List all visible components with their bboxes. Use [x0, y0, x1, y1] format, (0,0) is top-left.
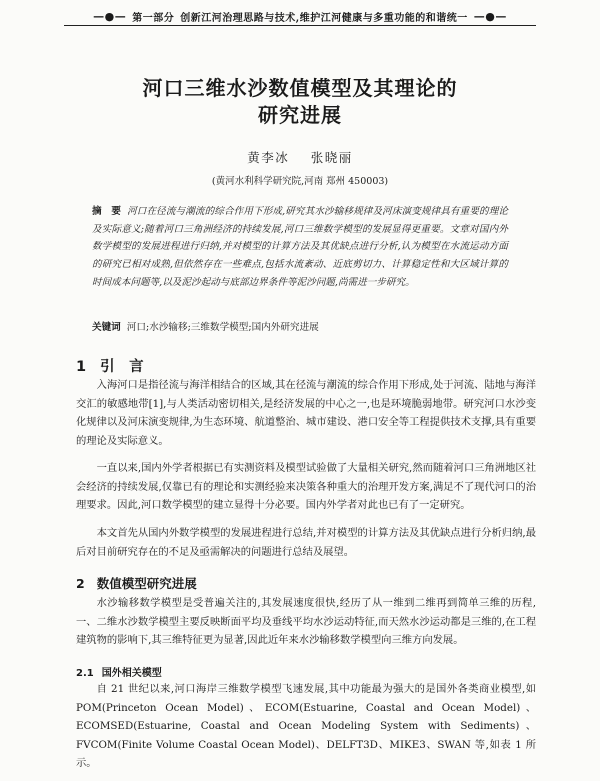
- subsection-2-1-number: 2.1: [76, 668, 94, 679]
- running-header: [64, 9, 536, 24]
- section-1-number: 1: [76, 359, 87, 375]
- section-1-heading: [76, 355, 144, 376]
- affiliation: (黄河水利科学研究院,河南 郑州 450003): [211, 176, 389, 187]
- abstract-label: 摘 要: [92, 206, 122, 217]
- paper-title: [80, 75, 520, 129]
- header-part-label: 第一部分: [132, 13, 175, 24]
- keywords-label: 关键词: [92, 322, 121, 333]
- title-line-1: 河口三维水沙数值模型及其理论的: [142, 76, 458, 100]
- header-dash-right: —●—: [473, 10, 507, 23]
- keywords-text: 河口;水沙输移;三维数学模型;国内外研究进展: [126, 322, 319, 333]
- subsection-2-1-title: 国外相关模型: [101, 668, 162, 679]
- section-2-title: 数值模型研究进展: [96, 576, 197, 591]
- section-2-heading: [76, 574, 197, 592]
- keywords: [92, 320, 508, 335]
- section-1-paragraph-1: 入海河口是指径流与海洋相结合的区域,其在径流与潮流的综合作用下形成,处于河流、陆地与海洋交汇的敏感地带[1],与人类活动密切相关,是经济发展的中心之一,也是环境脆弱地带。研究河口水沙变化规律以及河床演变规律,为生态环境、航道整治、城市建设、港口安全等工程提供技术支撑,具有重要的理论及实际意义。: [76, 379, 536, 447]
- title-line-2: 研究进展: [258, 103, 342, 127]
- header-dash-left: —●—: [93, 10, 127, 23]
- section-1-paragraph-3: 本文首先从国内外数学模型的发展进程进行总结,并对模型的计算方法及其优缺点进行分析归纳,最后对目前研究存在的不足及亟需解决的问题进行总结及展望。: [76, 527, 536, 558]
- abstract-text: 河口在径流与潮流的综合作用下形成,研究其水沙输移规律及河床演变规律具有重要的理论及实际意义;随着河口三角洲经济的持续发展,河口三维数学模型的发展显得更重要。文章对国内外数学模型的发展进程进行归纳,并对模型的计算方法及其优缺点进行分析,认为模型在水流运动方面的研究已相对成熟,但依然存在一些难点,包括水流紊动、近底剪切力、计算稳定性和大区域计算的时间成本问题等,以及泥沙起动与底部边界条件等泥沙问题,尚需进一步研究。: [92, 206, 508, 288]
- header-rule: [64, 25, 536, 26]
- header-part-text: 创新江河治理思路与技术,维护江河健康与多重功能的和谐统一: [180, 13, 468, 24]
- subsection-2-1-heading: [76, 664, 162, 679]
- section-1-title: 引 言: [100, 359, 144, 375]
- section-2-number: 2: [76, 576, 85, 591]
- section-2-paragraph-1: 水沙输移数学模型是受普遍关注的,其发展速度很快,经历了从一维到二维再到简单三维的历程,一、二维水沙数学模型主要反映断面平均及垂线平均水沙运动特征,而天然水沙运动都是三维的,在工程建筑物的影响下,其三维特征更为显著,因此近年来水沙输移数学模型向三维方向发展。: [76, 597, 536, 647]
- abstract: [92, 203, 508, 292]
- section-1-paragraph-2: 一直以来,国内外学者根据已有实测资料及模型试验做了大量相关研究,然而随着河口三角洲地区社会经济的持续发展,仅靠已有的理论和实测经验来决策各种重大的治理开发方案,满足不了现代河口的治理要求。因此,河口数学模型的建立显得十分必要。国内外学者对此也已有了一定研究。: [76, 462, 536, 512]
- authors: [0, 148, 600, 166]
- author-1: 黄李冰: [247, 150, 290, 165]
- subsection-2-1-paragraph-1: 自 21 世纪以来,河口海岸三维数学模型飞速发展,其中功能最为强大的是国外各类商业模型,如 POM(Princeton Ocean Model)、ECOM(Estuarine, Coastal and Ocean Model)、ECOMSED(Estuarine, Coastal and Ocean Modeling System with Sediments)、FVCOM(Finite Volume Coastal Ocean Model)、DELFT3D、MIKE3、SWAN 等,如表 1 所示。: [76, 683, 536, 770]
- author-2: 张晓丽: [310, 150, 353, 165]
